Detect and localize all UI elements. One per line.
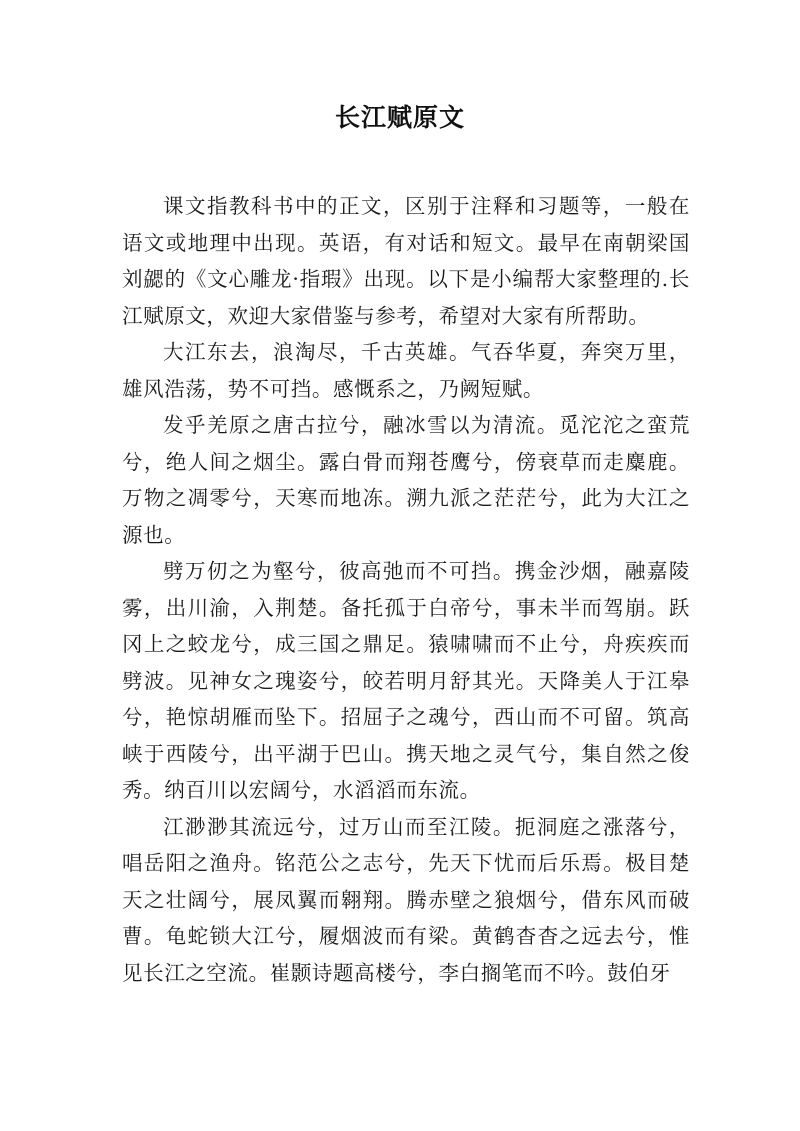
document-title: 长江赋原文 <box>334 103 465 132</box>
paragraph-gorges: 劈万仞之为壑兮，彼高弛而不可挡。携金沙烟，融嘉陵雾，出川渝，入荆楚。备托孤于白帝兮，事未半而驾崩。跃冈上之蛟龙兮，成三国之鼎足。猿啸啸而不止兮，舟疾疾而劈波。见神女之瑰姿兮，皎若明月舒其光。天降美人于江皋兮，艳惊胡雁而坠下。招屈子之魂兮，西山而不可留。筑高峡于西陵兮，出平湖于巴山。携天地之灵气兮，集自然之俊秀。纳百川以宏阔兮，水滔滔而东流。 <box>122 559 690 802</box>
paragraph-preface: 大江东去，浪淘尽，千古英雄。气吞华夏，奔突万里，雄风浩荡，势不可挡。感慨系之，乃阙短赋。 <box>122 340 690 401</box>
paragraph-midstream: 江渺渺其流远兮，过万山而至江陵。扼洞庭之涨落兮，唱岳阳之渔舟。铭范公之志兮，先天下忧而后乐焉。极目楚天之壮阔兮，展凤翼而翱翔。腾赤壁之狼烟兮，借东风而破曹。龟蛇锁大江兮，履烟波而有梁。黄鹤杳杳之远去兮，惟见长江之空流。崔颢诗题高楼兮，李白搁笔而不吟。鼓伯牙 <box>122 814 690 985</box>
paragraph-source: 发乎羌原之唐古拉兮，融冰雪以为清流。觅沱沱之蛮荒兮，绝人间之烟尘。露白骨而翔苍鹰兮，傍衰草而走麋鹿。万物之凋零兮，天寒而地冻。溯九派之茫茫兮，此为大江之源也。 <box>122 413 690 547</box>
document-body <box>122 188 690 991</box>
paragraph-intro: 课文指教科书中的正文，区别于注释和习题等，一般在语文或地理中出现。英语，有对话和短文。最早在南朝梁国刘勰的《文心雕龙·指瑕》出现。以下是小编帮大家整理的.长江赋原文，欢迎大家借鉴与参考，希望对大家有所帮助。 <box>122 194 690 328</box>
